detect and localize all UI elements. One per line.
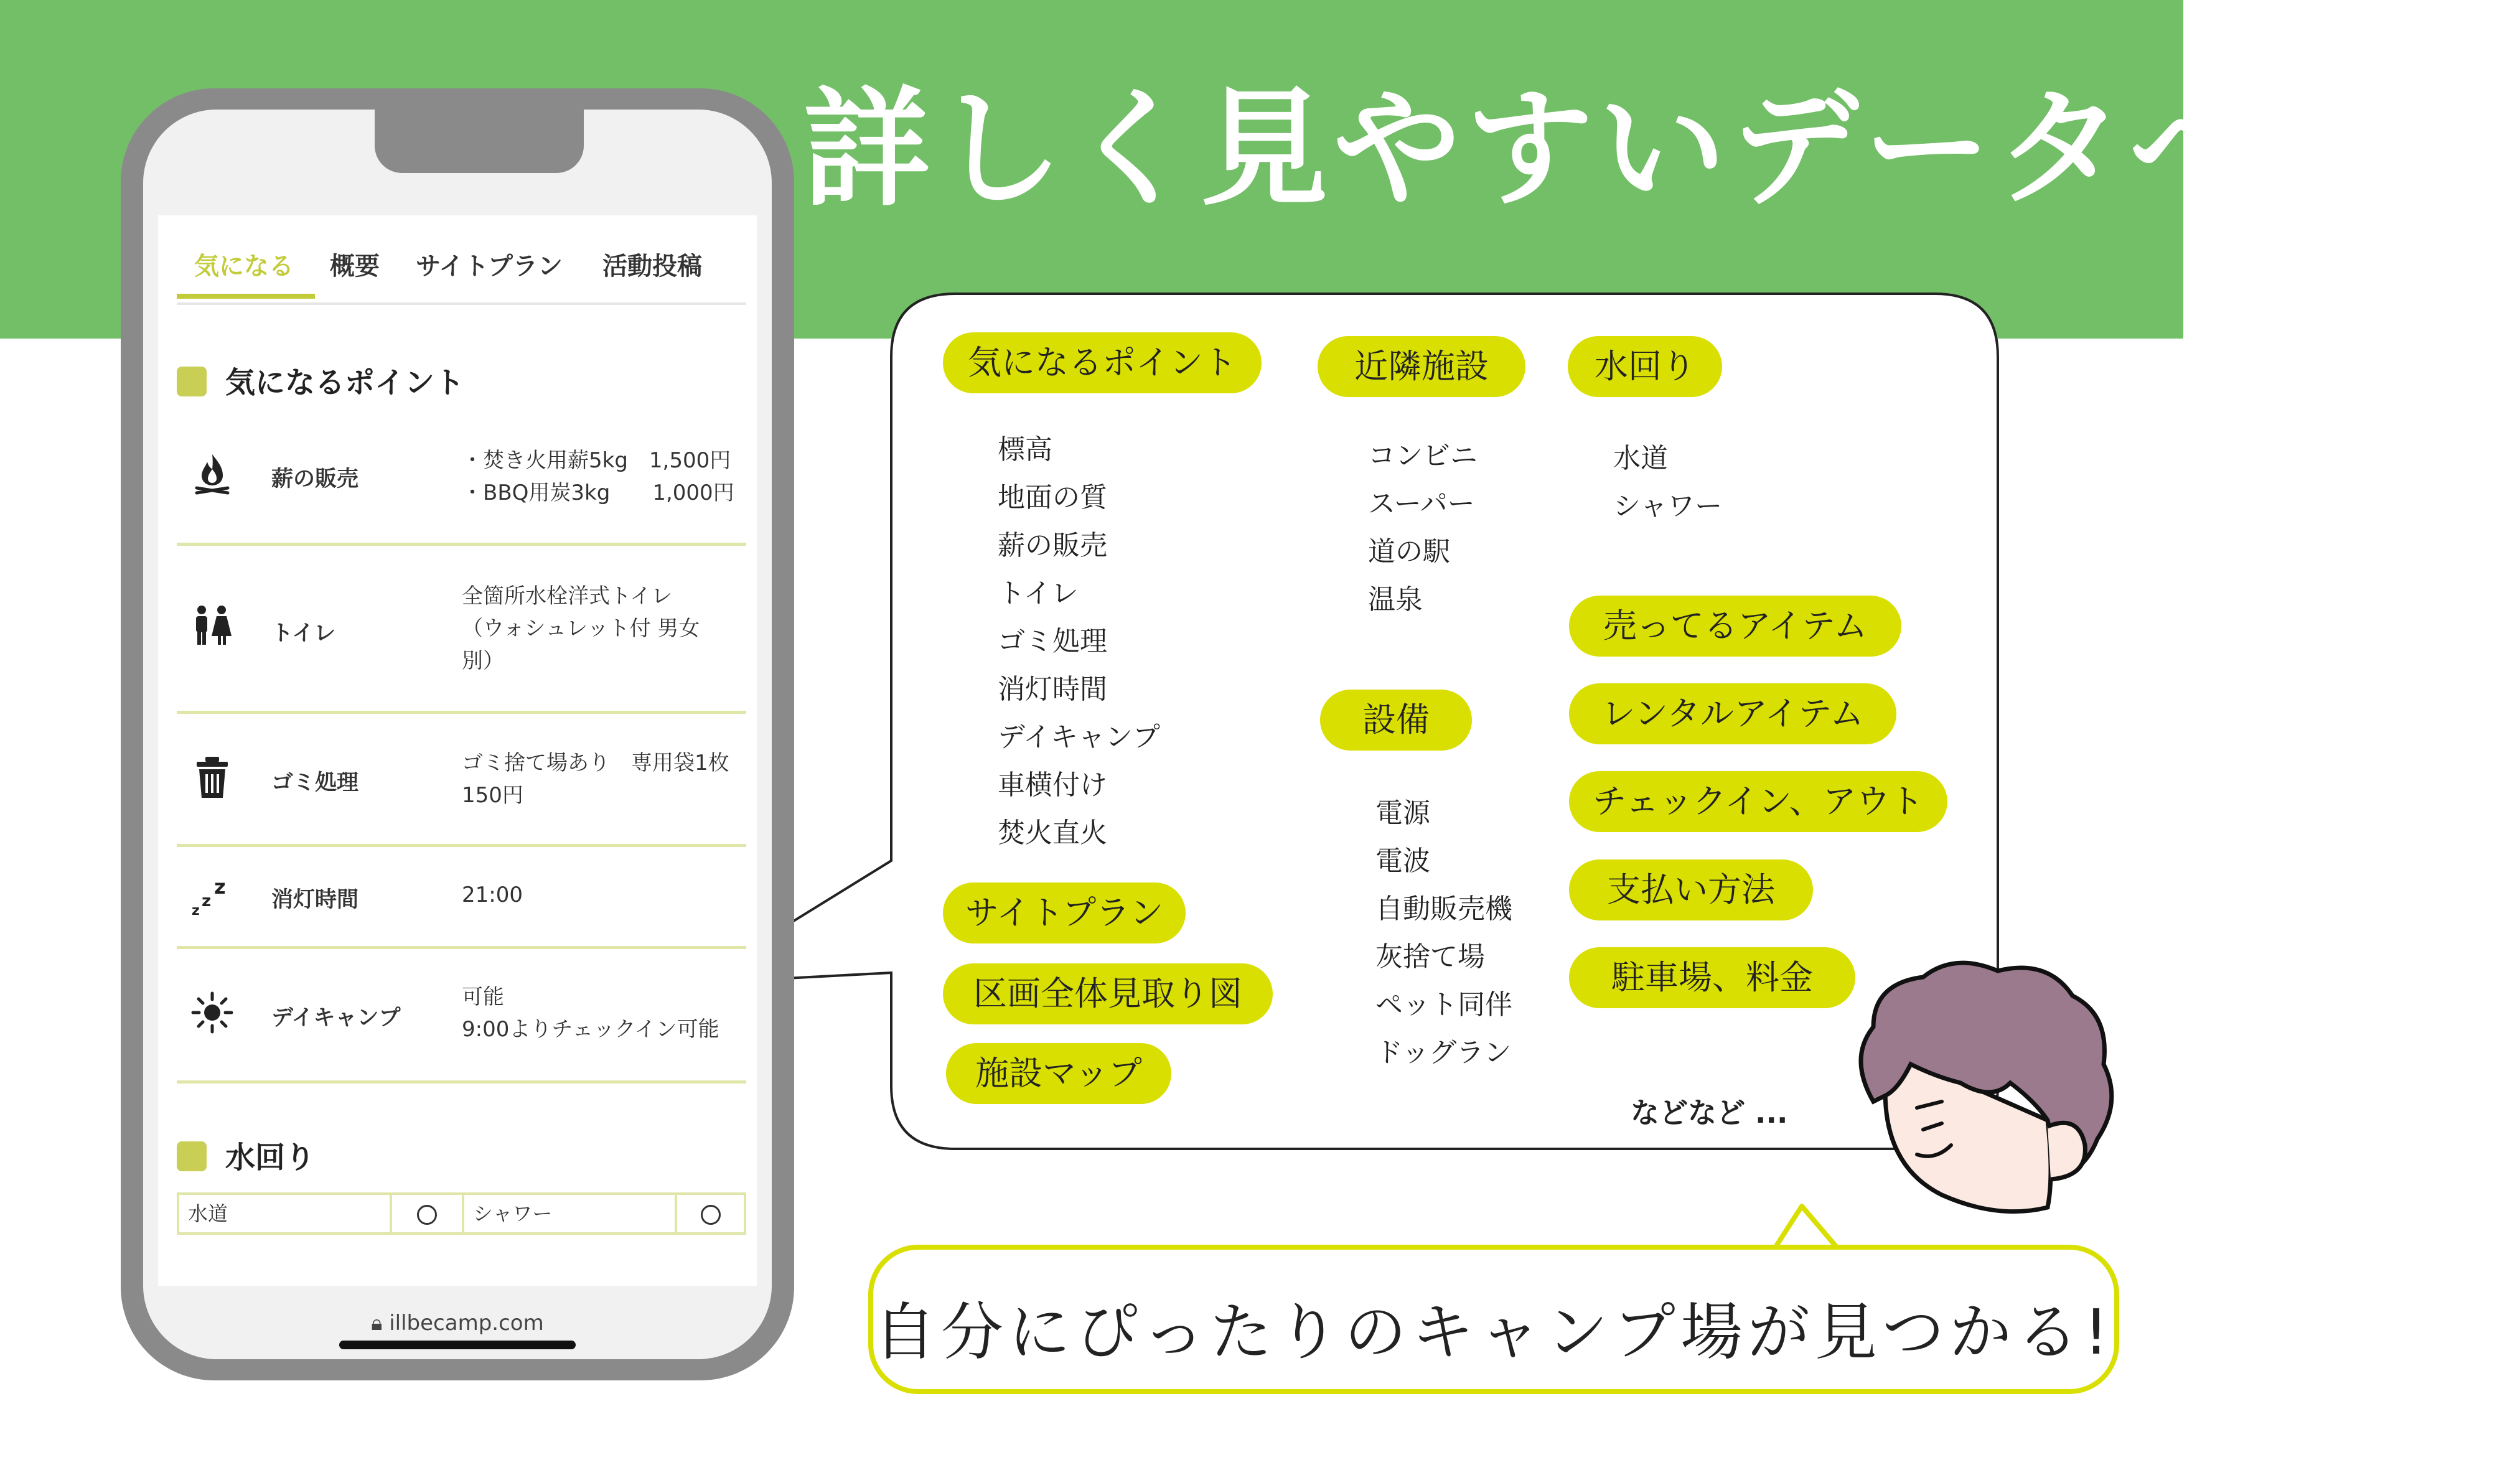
water-table [177,1192,746,1235]
url-text: illbecamp.com [389,1311,544,1336]
tab-interested[interactable]: 気になる [194,252,294,281]
pill-facility-map: 施設マップ [946,1043,1171,1104]
url-bar[interactable] [143,1311,772,1336]
list-item: 標高 [998,434,1052,466]
phone-screen [143,110,772,1359]
feature-row-toilet [177,543,746,714]
value-line: 150円 [462,783,523,808]
value-line: ゴミ捨て場あり 専用袋1枚 [462,751,729,775]
value-line: 9:00よりチェックイン可能 [462,1017,719,1042]
list-item: 電波 [1375,845,1430,877]
feature-label: トイレ [271,621,336,646]
app-content [158,215,757,1286]
pill-equipment: 設備 [1320,690,1472,751]
pill-checkin-out: チェックイン、アウト [1569,771,1947,832]
value-line: （ウォシュレット付 男女 [462,616,700,641]
trash-icon [190,756,234,799]
water-list [1613,434,1722,530]
available-mark [701,1205,721,1225]
feature-row-firewood [177,413,746,546]
pill-section-map: 区画全体見取り図 [943,963,1273,1024]
feature-label: ゴミ処理 [271,770,359,795]
list-item: 自動販売機 [1375,893,1512,925]
list-item: トイレ [998,578,1079,609]
tab-activity-posts[interactable]: 活動投稿 [602,252,702,281]
value-line: 可能 [462,985,504,1009]
points-list [998,426,1160,857]
list-item: 車横付け [998,769,1107,801]
water-cell-mark [677,1195,744,1232]
callout-tail [1775,1206,1837,1248]
pill-parking: 駐車場、料金 [1569,947,1855,1008]
pill-nearby: 近隣施設 [1318,336,1525,397]
tab-overview[interactable]: 概要 [330,252,380,281]
pill-rental-items: レンタルアイテム [1569,683,1896,744]
feature-value [462,879,523,911]
list-item: ドッグラン [1375,1037,1512,1069]
svg-text:z: z [202,892,212,911]
character-ear [2048,1123,2085,1179]
nearby-list [1368,432,1478,624]
section-marker [177,1141,207,1171]
feature-value [462,981,719,1046]
section-title: 気になるポイント [225,365,465,400]
value-line: 21:00 [462,882,523,907]
list-item: デイキャンプ [998,721,1160,753]
value-line: ・焚き火用薪5kg 1,500円 [462,448,731,473]
water-cell-name: 水道 [179,1195,392,1232]
list-item: スーパー [1368,488,1475,520]
tab-site-plan[interactable]: サイトプラン [416,252,563,281]
water-cell-mark [392,1195,464,1232]
pill-selling-items: 売ってるアイテム [1569,596,1901,657]
etc-text: などなど ... [1631,1096,1788,1130]
list-item: コンビニ [1368,440,1478,472]
list-item: 灰捨て場 [1375,941,1485,973]
value-line: 別） [462,648,504,673]
feature-row-day-camp [177,946,746,1084]
callout-text: 自分にぴったりのキャンプ場が見つかる! [873,1296,2114,1369]
list-item: 道の駅 [1368,536,1450,568]
pill-water: 水回り [1568,336,1722,397]
feature-row-lights-out [177,844,746,949]
active-tab-indicator [177,294,315,299]
svg-text:z: z [214,875,226,899]
water-cell-name: シャワー [464,1195,677,1232]
list-item: 薪の販売 [998,530,1107,561]
list-item: ペット同伴 [1375,989,1512,1021]
value-line: 全箇所水栓洋式トイレ [462,584,673,609]
svg-text:z: z [192,903,200,919]
sleep-icon [190,874,234,917]
pill-payment: 支払い方法 [1569,859,1813,920]
equipment-list [1375,789,1512,1077]
section-heading-points [177,358,464,401]
smartphone [121,88,794,1380]
list-item: シャワー [1613,490,1723,522]
feature-value [462,444,734,509]
pill-site-plan: サイトプラン [943,882,1186,943]
list-item: 温泉 [1368,584,1423,616]
campfire-icon [190,451,234,494]
feature-label: 消灯時間 [271,887,359,912]
section-marker [177,367,207,396]
page-headline: 詳しく見やすいデータベース [803,75,2520,223]
list-item: ゴミ処理 [998,625,1107,657]
sun-icon [190,991,234,1034]
feature-label: デイキャンプ [271,1006,401,1031]
feature-value [462,747,729,812]
value-line: ・BBQ用炭3kg 1,000円 [462,480,734,505]
list-item: 焚火直火 [998,817,1107,849]
pill-points: 気になるポイント [943,332,1262,393]
feature-value [462,580,700,677]
section-title: 水回り [225,1140,316,1175]
phone-notch [375,107,584,173]
lock-icon: 🔒︎ [371,1311,383,1336]
list-item: 消灯時間 [998,673,1107,705]
character-illustration [1848,958,2135,1220]
list-item: 水道 [1613,442,1668,474]
list-item: 電源 [1375,797,1430,829]
list-item: 地面の質 [998,482,1107,513]
available-mark [417,1205,437,1225]
feature-row-garbage [177,711,746,847]
tab-bar [177,215,746,305]
section-heading-water [177,1133,315,1176]
restroom-icon [190,604,234,647]
home-indicator[interactable] [339,1341,576,1349]
feature-label: 薪の販売 [271,467,359,492]
